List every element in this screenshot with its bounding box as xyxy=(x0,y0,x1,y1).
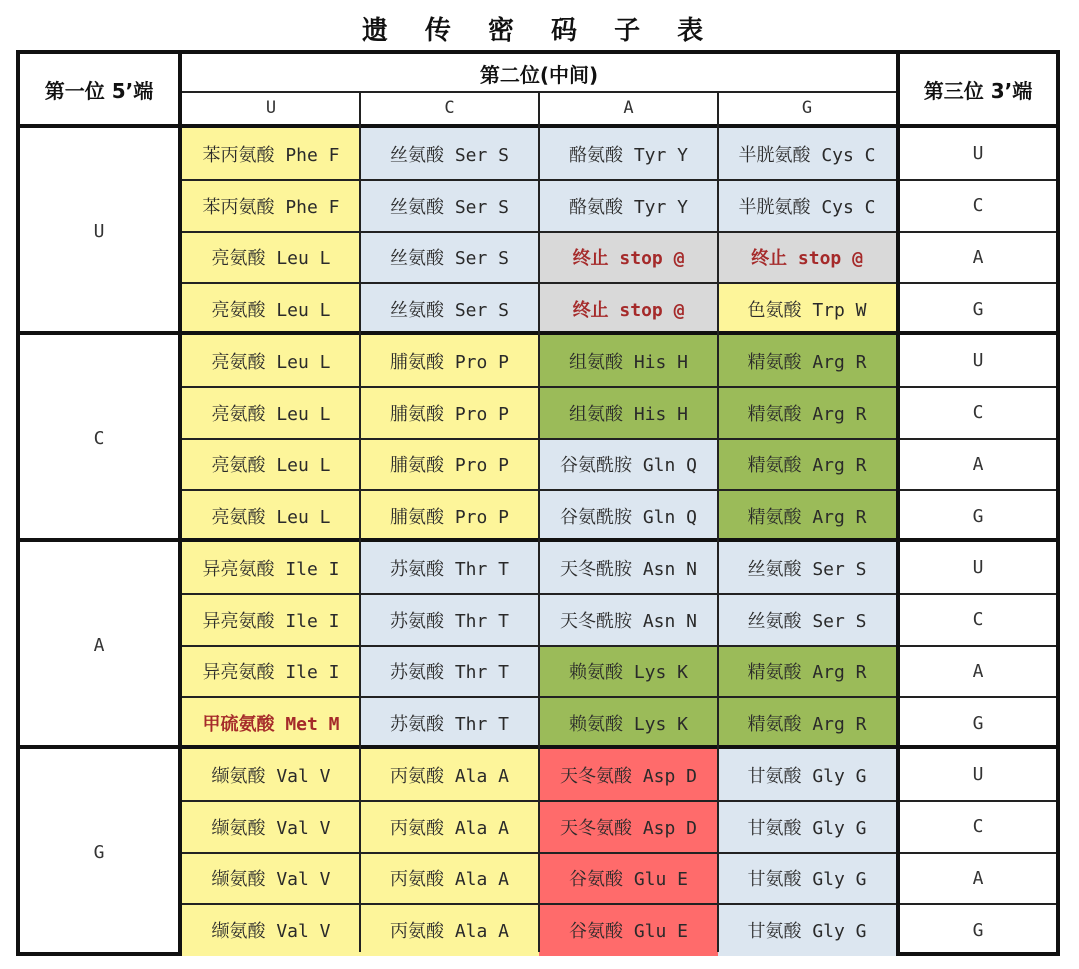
first-base-g: G xyxy=(93,842,105,863)
codon-cell: 终止 stop @ xyxy=(539,283,718,335)
codon-cell: 精氨酸 Arg R xyxy=(718,335,896,387)
codon-cell: 谷氨酸 Glu E xyxy=(539,853,718,905)
codon-cell: 缬氨酸 Val V xyxy=(182,853,360,905)
codon-cell: 缬氨酸 Val V xyxy=(182,904,360,956)
codon-cell: 亮氨酸 Leu L xyxy=(182,387,360,439)
codon-cell: 脯氨酸 Pro P xyxy=(360,335,539,387)
third-base-cell: A xyxy=(972,867,984,889)
codon-cell: 苏氨酸 Thr T xyxy=(360,646,539,698)
codon-cell: 脯氨酸 Pro P xyxy=(360,439,539,491)
row-divider xyxy=(900,179,1056,181)
row-divider xyxy=(900,903,1056,905)
header-second-position: 第二位(中间) xyxy=(182,54,896,92)
codon-cell: 甘氨酸 Gly G xyxy=(718,853,896,905)
codon-cell: 苏氨酸 Thr T xyxy=(360,697,539,749)
codon-cell: 异亮氨酸 Ile I xyxy=(182,594,360,646)
column-divider xyxy=(538,92,540,952)
codon-cell: 苯丙氨酸 Phe F xyxy=(182,180,360,232)
codon-cell: 苏氨酸 Thr T xyxy=(360,594,539,646)
first-base-u: U xyxy=(93,221,105,242)
codon-cell: 丝氨酸 Ser S xyxy=(718,542,896,594)
codon-cell: 精氨酸 Arg R xyxy=(718,646,896,698)
row-divider xyxy=(900,282,1056,284)
header-third-position: 第三位 3’端 xyxy=(900,54,1056,124)
third-base-cell: G xyxy=(972,712,984,734)
row-divider xyxy=(900,438,1056,440)
third-base-cell: C xyxy=(972,609,984,631)
codon-cell: 亮氨酸 Leu L xyxy=(182,335,360,387)
codon-cell: 亮氨酸 Leu L xyxy=(182,283,360,335)
codon-cell: 甘氨酸 Gly G xyxy=(718,904,896,956)
codon-cell: 丙氨酸 Ala A xyxy=(360,749,539,801)
codon-cell: 脯氨酸 Pro P xyxy=(360,387,539,439)
codon-cell: 终止 stop @ xyxy=(718,232,896,284)
row-divider xyxy=(900,852,1056,854)
codon-cell: 丙氨酸 Ala A xyxy=(360,904,539,956)
third-base-cell: C xyxy=(972,195,984,217)
row-divider xyxy=(900,800,1056,802)
codon-cell: 天冬酰胺 Asn N xyxy=(539,594,718,646)
codon-cell: 半胱氨酸 Cys C xyxy=(718,128,896,180)
codon-cell: 甲硫氨酸 Met M xyxy=(182,697,360,749)
codon-cell: 组氨酸 His H xyxy=(539,387,718,439)
third-base-cell: A xyxy=(972,246,984,268)
codon-cell: 精氨酸 Arg R xyxy=(718,490,896,542)
column-divider xyxy=(896,54,900,952)
first-base-a: A xyxy=(93,635,105,656)
codon-cell: 谷氨酰胺 Gln Q xyxy=(539,490,718,542)
third-base-cell: G xyxy=(972,505,984,527)
third-base-cell: U xyxy=(972,143,984,165)
table-title: 遗 传 密 码 子 表 xyxy=(361,16,718,46)
codon-cell: 甘氨酸 Gly G xyxy=(718,801,896,853)
codon-cell: 缬氨酸 Val V xyxy=(182,801,360,853)
codon-cell: 丙氨酸 Ala A xyxy=(360,853,539,905)
column-divider xyxy=(359,92,361,952)
codon-cell: 异亮氨酸 Ile I xyxy=(182,542,360,594)
header-second-base-u: U xyxy=(265,98,277,118)
codon-cell: 终止 stop @ xyxy=(539,232,718,284)
third-base-cell: U xyxy=(972,764,984,786)
third-base-cell: G xyxy=(972,298,984,320)
third-base-cell: U xyxy=(972,350,984,372)
codon-cell: 酪氨酸 Tyr Y xyxy=(539,180,718,232)
first-base-c: C xyxy=(93,428,105,449)
codon-cell: 精氨酸 Arg R xyxy=(718,697,896,749)
codon-cell: 丝氨酸 Ser S xyxy=(360,283,539,335)
codon-cell: 谷氨酸 Glu E xyxy=(539,904,718,956)
codon-cell: 丝氨酸 Ser S xyxy=(360,180,539,232)
codon-cell: 赖氨酸 Lys K xyxy=(539,646,718,698)
codon-cell: 缬氨酸 Val V xyxy=(182,749,360,801)
header-first-position: 第一位 5’端 xyxy=(20,54,178,124)
codon-cell: 色氨酸 Trp W xyxy=(718,283,896,335)
header-second-base-a: A xyxy=(623,98,634,118)
codon-cell: 苯丙氨酸 Phe F xyxy=(182,128,360,180)
third-base-cell: C xyxy=(972,816,984,838)
codon-table xyxy=(16,50,1060,956)
header-second-base-c: C xyxy=(444,98,455,118)
row-divider xyxy=(900,645,1056,647)
third-base-cell: A xyxy=(972,660,984,682)
codon-cell: 天冬酰胺 Asn N xyxy=(539,542,718,594)
row-divider xyxy=(900,489,1056,491)
codon-cell: 酪氨酸 Tyr Y xyxy=(539,128,718,180)
codon-cell: 亮氨酸 Leu L xyxy=(182,232,360,284)
codon-cell: 亮氨酸 Leu L xyxy=(182,490,360,542)
row-divider xyxy=(900,696,1056,698)
codon-cell: 亮氨酸 Leu L xyxy=(182,439,360,491)
codon-cell: 半胱氨酸 Cys C xyxy=(718,180,896,232)
third-base-cell: U xyxy=(972,557,984,579)
codon-cell: 组氨酸 His H xyxy=(539,335,718,387)
codon-cell: 谷氨酰胺 Gln Q xyxy=(539,439,718,491)
codon-cell: 丝氨酸 Ser S xyxy=(718,594,896,646)
codon-cell: 甘氨酸 Gly G xyxy=(718,749,896,801)
codon-cell: 苏氨酸 Thr T xyxy=(360,542,539,594)
column-divider xyxy=(717,92,719,952)
codon-cell: 赖氨酸 Lys K xyxy=(539,697,718,749)
row-divider xyxy=(900,231,1056,233)
codon-cell: 脯氨酸 Pro P xyxy=(360,490,539,542)
column-divider xyxy=(178,54,182,952)
row-divider xyxy=(900,386,1056,388)
codon-cell: 精氨酸 Arg R xyxy=(718,439,896,491)
codon-cell: 天冬氨酸 Asp D xyxy=(539,801,718,853)
third-base-cell: C xyxy=(972,402,984,424)
codon-cell: 丙氨酸 Ala A xyxy=(360,801,539,853)
row-divider xyxy=(900,593,1056,595)
third-base-cell: G xyxy=(972,919,984,941)
header-second-base-g: G xyxy=(801,98,813,118)
codon-cell: 异亮氨酸 Ile I xyxy=(182,646,360,698)
third-base-cell: A xyxy=(972,453,984,475)
codon-cell: 天冬氨酸 Asp D xyxy=(539,749,718,801)
codon-cell: 丝氨酸 Ser S xyxy=(360,128,539,180)
codon-cell: 丝氨酸 Ser S xyxy=(360,232,539,284)
codon-cell: 精氨酸 Arg R xyxy=(718,387,896,439)
